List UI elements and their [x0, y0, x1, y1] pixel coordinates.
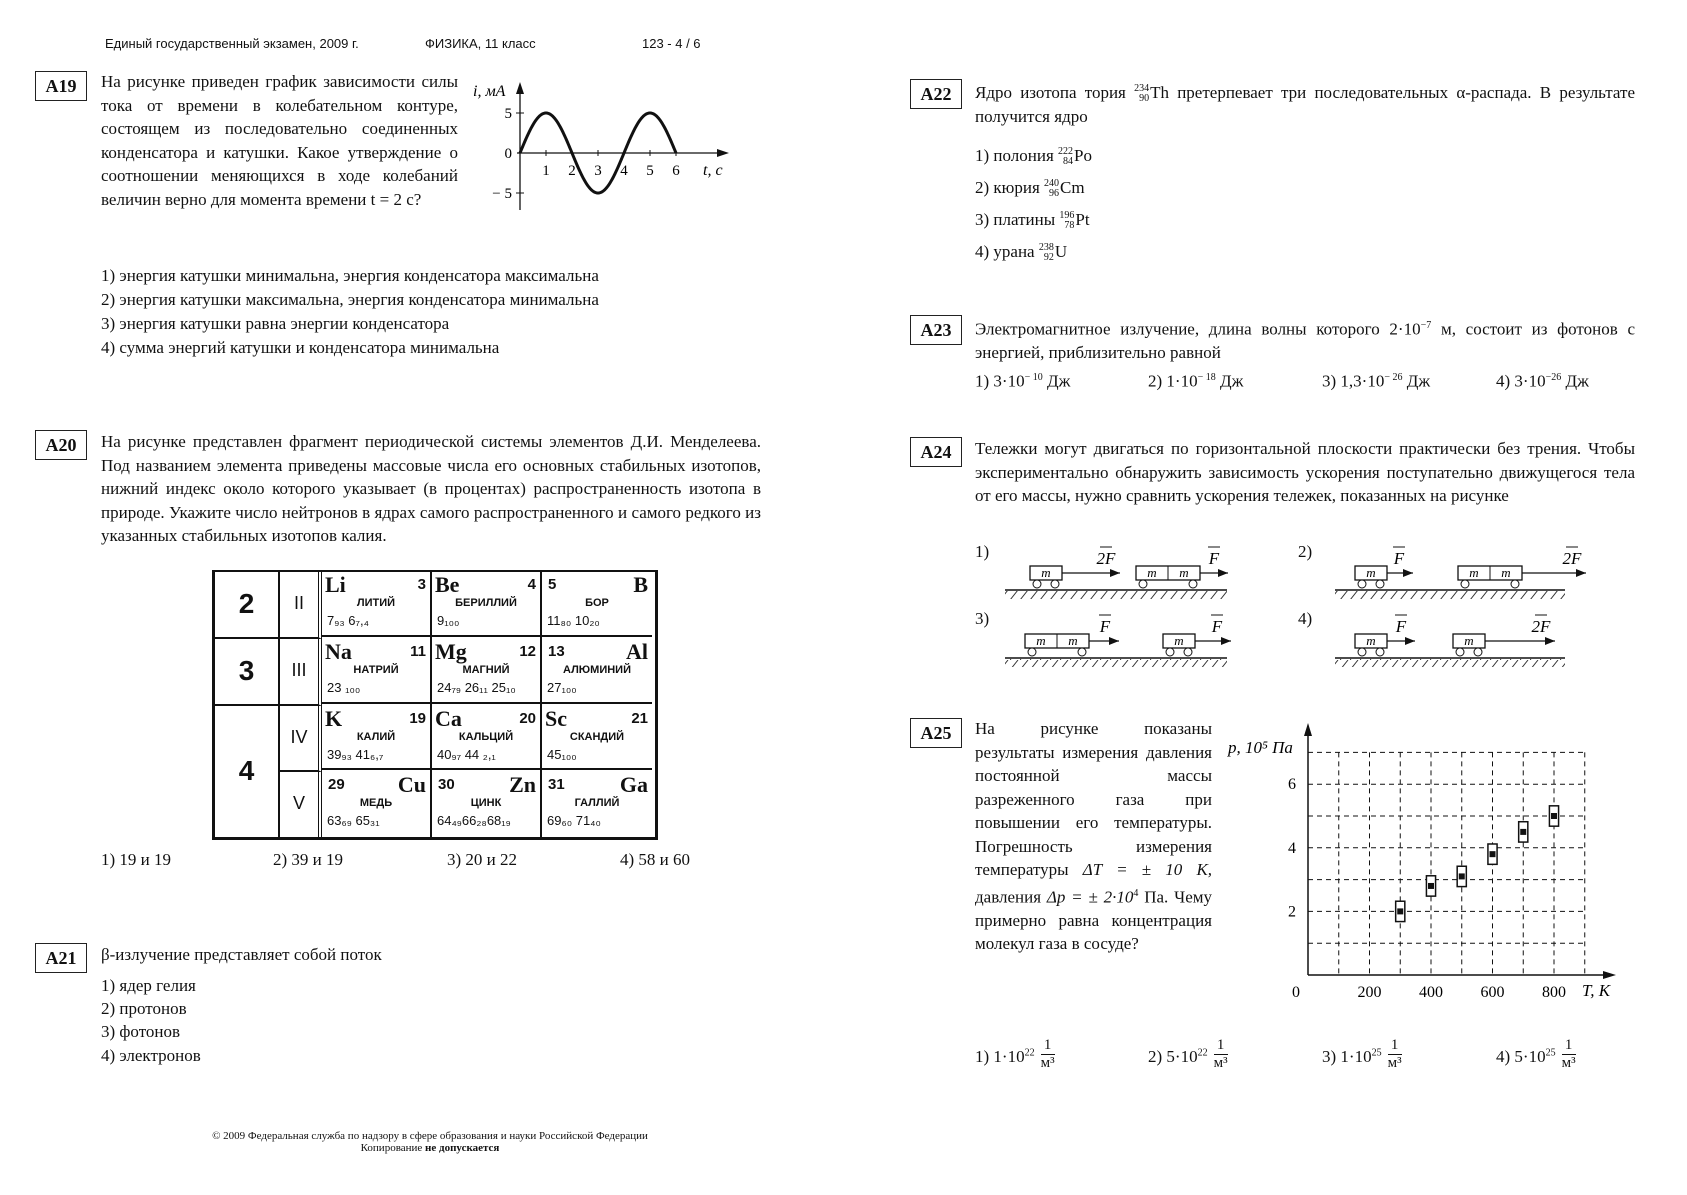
cart-mass: m [1366, 565, 1376, 580]
x-tick-label: 200 [1357, 984, 1382, 1001]
a23-option-4[interactable]: 4) $3\cdot 10^{-26}$ Дж [1496, 371, 1589, 391]
carts-figure [990, 540, 1650, 680]
element-isotopes: 39₉₃ 41₆,₇ [327, 747, 384, 762]
a25-delta-t: ΔT = ± 10 К, [1082, 860, 1213, 879]
option-text: 1) полония [975, 146, 1059, 165]
element-number: 20 [519, 710, 536, 727]
element-symbol: Be [435, 572, 460, 597]
cart-wheel [1456, 648, 1464, 656]
a22-option-1[interactable] [975, 144, 1092, 168]
element-symbol: Mg [435, 639, 467, 664]
footer-line-2: Копирование [360, 1142, 426, 1154]
element-isotopes: 64₄₉66₂₈68₁₉ [437, 813, 511, 828]
cart-mass: m [1469, 565, 1479, 580]
element-cell [432, 704, 542, 770]
element-isotopes: 69₆₀ 71₄₀ [547, 813, 601, 828]
x-tick-label: 2 [568, 163, 576, 179]
a23-text-b: м, состоит из фотонов с энергией, приблизительно равной [975, 319, 1636, 363]
force-label: 2F [1562, 549, 1582, 568]
a20-option-1[interactable]: 1) 19 и 19 [101, 850, 172, 869]
element-name: ЛИТИЙ [356, 597, 396, 609]
exam-title: Единый государственный экзамен, 2009 г. [105, 36, 359, 51]
element-name: ГАЛЛИЙ [574, 797, 620, 809]
x-tick-label: 5 [646, 163, 654, 179]
element-isotopes: 11₈₀ 10₂₀ [547, 613, 600, 628]
cart-wheel [1139, 580, 1147, 588]
cart-wheel [1461, 580, 1469, 588]
cart-wheel [1358, 648, 1366, 656]
question-label-a19: A19 [35, 71, 87, 101]
data-point [1490, 851, 1496, 857]
element-number: 5 [548, 576, 557, 593]
a22-text-after: претерпевает три последовательных α-распада. В результате получится ядро [975, 83, 1635, 126]
isotope-index: 240 96 [1044, 178, 1060, 200]
a20-option-4[interactable]: 4) 58 и 60 [620, 850, 691, 869]
a23-option-3[interactable]: 3) $1,3\cdot 10^{- 26}$ Дж [1322, 371, 1431, 391]
subject: ФИЗИКА, 11 класс [425, 36, 536, 51]
a19-option-2[interactable]: 2) энергия катушки максимальна, энергия конденсатора минимальна [101, 290, 599, 309]
cart-wheel [1511, 580, 1519, 588]
thorium-symbol: Th [1150, 83, 1169, 102]
element-name: БОР [585, 597, 609, 609]
element-symbol: Ga [619, 772, 648, 797]
force-arrowhead [1545, 637, 1555, 645]
a22-text [975, 81, 1635, 128]
force-label: F [1211, 617, 1223, 636]
footer-line-1: © 2009 Федеральная служба по надзору в сфере образования и науки Российской Федерации [212, 1130, 648, 1142]
thorium-charge: 90 [1139, 93, 1150, 105]
element-number: 31 [548, 776, 565, 793]
force-arrowhead [1576, 569, 1586, 577]
a22-option-2[interactable] [975, 176, 1085, 200]
cart-mass: m [1068, 633, 1078, 648]
period-4: 4 [215, 704, 280, 837]
cart-wheel [1376, 648, 1384, 656]
element-symbol: Na [325, 639, 352, 664]
y-tick-label: 5 [504, 106, 512, 122]
row-V: V [280, 770, 322, 837]
a21-option-4[interactable]: 4) электронов [101, 1046, 201, 1065]
ground-hatch [1335, 591, 1565, 599]
element-number: 30 [438, 776, 455, 793]
a25-option-4[interactable]: 4) $5\cdot 10^{25}$ $\frac{1}{\text{м³}}$ [1496, 1037, 1576, 1071]
page-code: 123 - 4 / 6 [642, 36, 701, 51]
force-arrowhead [1218, 569, 1228, 577]
option-text: 3) платины [975, 210, 1060, 229]
element-cell [542, 770, 652, 837]
element-cell [322, 704, 432, 770]
element-symbol: Pt [1075, 210, 1090, 229]
a19-option-3[interactable]: 3) энергия катушки равна энергии конденсатора [101, 314, 450, 333]
force-arrowhead [1221, 637, 1231, 645]
chart-y-label: i, мА [473, 83, 506, 100]
fraction: $\frac{1}{\text{м³}}$ [1387, 1037, 1402, 1071]
element-isotopes: 7₉₃ 6₇,₄ [327, 613, 369, 628]
a22-text-before: Ядро изотопа тория [975, 83, 1135, 102]
force-label: F [1208, 549, 1220, 568]
cart-mass: m [1147, 565, 1157, 580]
cart-wheel [1028, 648, 1036, 656]
cart-wheel [1189, 580, 1197, 588]
element-cell [542, 704, 652, 770]
row-II: II [280, 570, 322, 639]
period-3: 3 [215, 637, 280, 706]
element-isotopes: 23 ₁₀₀ [327, 680, 361, 695]
y-tick-label: 0 [504, 146, 512, 162]
element-symbol: K [325, 706, 343, 731]
cart-wheel [1166, 648, 1174, 656]
x-tick-label: 0 [1292, 984, 1300, 1001]
a25-text [975, 717, 1212, 956]
question-label-a24: A24 [910, 437, 962, 467]
force-arrowhead [1405, 637, 1415, 645]
element-symbol: Ca [435, 706, 462, 731]
cart-mass: m [1366, 633, 1376, 648]
footer-line-2-bold: не допускается [425, 1142, 500, 1154]
a24-option-4[interactable]: 4) [1298, 609, 1313, 628]
element-isotopes: 45₁₀₀ [547, 747, 577, 762]
element-symbol: B [633, 572, 648, 597]
a25-text-1: На рисунке показаны результаты измерения давления постоянной массы разреженного газа при повышении его температуры. Погрешность измерения температуры [975, 719, 1212, 879]
ground-hatch [1335, 659, 1565, 667]
x-tick-label: 4 [620, 163, 628, 179]
force-label: F [1395, 617, 1407, 636]
y-tick-label: 4 [1288, 839, 1296, 857]
question-label-a25: A25 [910, 718, 962, 748]
element-cell [322, 637, 432, 704]
element-symbol: Al [626, 639, 648, 664]
ground-hatch [1005, 591, 1227, 599]
force-label: F [1099, 617, 1111, 636]
chart-x-label: t, с [703, 162, 723, 179]
a25-text-2: давления [975, 887, 1047, 907]
force-arrowhead [1110, 569, 1120, 577]
element-name: НАТРИЙ [353, 664, 399, 676]
element-number: 3 [417, 576, 426, 593]
a21-text: β-излучение представляет собой поток [101, 945, 382, 964]
a22-option-3[interactable] [975, 208, 1090, 232]
cart-wheel [1033, 580, 1041, 588]
row-IV: IV [280, 704, 322, 772]
element-name: МАГНИЙ [462, 664, 510, 676]
x-tick-label: 1 [542, 163, 550, 179]
a21-option-2[interactable]: 2) протонов [101, 999, 187, 1018]
element-number: 11 [410, 643, 426, 660]
x-tick-label: 800 [1542, 984, 1566, 1001]
cart-mass: m [1174, 633, 1184, 648]
cart-wheel [1184, 648, 1192, 656]
a22-option-4[interactable] [975, 240, 1067, 264]
a25-delta-p-unit: Па. [1138, 887, 1169, 907]
element-symbol: U [1054, 242, 1068, 261]
row-III: III [280, 637, 322, 706]
period-2: 2 [215, 570, 280, 639]
element-number: 4 [527, 576, 536, 593]
element-cell [542, 570, 652, 637]
element-number: 19 [409, 710, 426, 727]
cart-wheel [1051, 580, 1059, 588]
element-number: 21 [631, 710, 648, 727]
option-text: 2) кюрия [975, 178, 1045, 197]
force-arrowhead [1109, 637, 1119, 645]
element-name: АЛЮМИНИЙ [563, 664, 631, 676]
cart-mass: m [1501, 565, 1511, 580]
element-number: 29 [328, 776, 345, 793]
x-tick-label: 400 [1419, 984, 1443, 1001]
element-symbol: Sc [545, 706, 567, 731]
cart-mass: m [1041, 565, 1051, 580]
cart-wheel [1078, 648, 1086, 656]
element-cell [432, 637, 542, 704]
a23-text [975, 314, 1635, 365]
element-symbol: Po [1074, 146, 1093, 165]
pressure-temperature-chart [1220, 720, 1640, 1010]
cart-wheel [1474, 648, 1482, 656]
element-symbol: Cm [1060, 178, 1085, 197]
periodic-table [212, 570, 658, 840]
element-cell [432, 570, 542, 637]
element-name: МЕДЬ [359, 797, 393, 809]
x-tick-label: 6 [672, 163, 680, 179]
question-label-a20: A20 [35, 430, 87, 460]
force-arrowhead [1403, 569, 1413, 577]
y-tick-label: − 5 [492, 186, 512, 202]
isotope-index: 238 92 [1038, 242, 1054, 264]
thorium-isotope-index [1134, 84, 1149, 104]
a20-option-2[interactable]: 2) 39 и 19 [273, 850, 344, 869]
option-text: 4) урана [975, 242, 1039, 261]
a21-option-3[interactable]: 3) фотонов [101, 1022, 181, 1041]
element-cell [322, 570, 432, 637]
a20-text: На рисунке представлен фрагмент периодической системы элементов Д.И. Менделеева. Под названием элемента приведены массовые числа его основных стабильных изотопов, нижний индекс около которого указывает (в процентах) распространенность изотопа в природе. Укажите число нейтронов в ядрах самого распространенного и самого редкого из указанных стабильных изотопов калия. [101, 432, 761, 545]
force-label: F [1393, 549, 1405, 568]
a24-option-3[interactable]: 3) [975, 609, 990, 628]
x-tick-label: 600 [1480, 984, 1505, 1001]
isotope-index: 196 78 [1059, 210, 1075, 232]
ground-hatch [1005, 659, 1227, 667]
element-cell [322, 770, 432, 837]
y-tick-label: 6 [1288, 776, 1296, 794]
data-point [1428, 883, 1434, 889]
cart-wheel [1376, 580, 1384, 588]
a23-option-1[interactable]: 1) $3\cdot 10^{- 10}$ Дж [975, 371, 1071, 391]
fraction: $\frac{1}{\text{м³}}$ [1040, 1037, 1055, 1071]
a25-option-1[interactable]: 1) $1\cdot 10^{22}$ $\frac{1}{\text{м³}}$ [975, 1037, 1055, 1071]
element-number: 13 [548, 643, 565, 660]
a24-option-1[interactable]: 1) [975, 542, 990, 561]
chart2-y-arrow [1304, 723, 1312, 736]
chart-y-arrow [516, 82, 524, 94]
question-label-a23: A23 [910, 315, 962, 345]
data-point [1520, 829, 1526, 835]
a20-option-3[interactable]: 3) 20 и 22 [447, 850, 518, 869]
data-point [1459, 873, 1465, 879]
x-tick-label: 3 [594, 163, 602, 179]
current-time-chart [465, 80, 735, 215]
chart2-x-arrow [1603, 971, 1616, 979]
element-isotopes: 27₁₀₀ [547, 680, 577, 695]
a24-option-2[interactable]: 2) [1298, 542, 1313, 561]
element-name: ЦИНК [470, 797, 502, 809]
a19-option-4[interactable]: 4) сумма энергий катушки и конденсатора минимальна [101, 338, 500, 357]
element-name: КАЛИЙ [356, 731, 396, 743]
element-number: 12 [519, 643, 536, 660]
force-label: 2F [1096, 549, 1116, 568]
element-symbol: Cu [397, 772, 426, 797]
a21-option-1[interactable]: 1) ядер гелия [101, 976, 196, 995]
element-name: СКАНДИЙ [569, 731, 625, 743]
cart-mass: m [1036, 633, 1046, 648]
element-isotopes: 40₉₇ 44 ₂,₁ [437, 747, 496, 762]
chart-x-arrow [717, 149, 729, 157]
question-label-a22: A22 [910, 79, 962, 109]
element-symbol: Zn [509, 772, 536, 797]
element-isotopes: 63₆₉ 65₃₁ [327, 813, 380, 828]
a25-text-3: Чему примерно равна концентрация молекул газа в сосуде? [975, 887, 1213, 954]
element-isotopes: 24₇₉ 26₁₁ 25₁₀ [437, 680, 516, 695]
chart2-y-label: p, 10⁵ Па [1228, 738, 1293, 757]
a25-delta-p: Δp = ± 2·10 [1046, 887, 1134, 907]
cart-mass: m [1179, 565, 1189, 580]
element-name: БЕРИЛЛИЙ [455, 597, 517, 609]
element-name: КАЛЬЦИЙ [458, 731, 514, 743]
a25-delta-p-exp: 4 [1133, 887, 1139, 899]
a23-exponent: −7 [1420, 320, 1432, 331]
cart-wheel [1358, 580, 1366, 588]
isotope-index: 222 84 [1058, 146, 1074, 168]
element-cell [542, 637, 652, 704]
question-label-a21: A21 [35, 943, 87, 973]
a25-option-2[interactable]: 2) $5\cdot 10^{22}$ $\frac{1}{\text{м³}}$ [1148, 1037, 1228, 1071]
a19-option-1[interactable]: 1) энергия катушки минимальна, энергия конденсатора максимальна [101, 266, 599, 285]
a25-option-3[interactable]: 3) $1\cdot 10^{25}$ $\frac{1}{\text{м³}}$ [1322, 1037, 1402, 1071]
data-point [1551, 813, 1557, 819]
element-symbol: Li [325, 572, 346, 597]
element-cell [432, 770, 542, 837]
fraction: $\frac{1}{\text{м³}}$ [1561, 1037, 1576, 1071]
thorium-mass: 234 [1134, 83, 1150, 95]
a23-option-2[interactable]: 2) $1\cdot 10^{- 18}$ Дж [1148, 371, 1244, 391]
footer [160, 1130, 700, 1154]
data-point [1397, 908, 1403, 914]
chart2-x-label: T, К [1582, 981, 1610, 1000]
a19-text: На рисунке приведен график зависимости силы тока от времени в колебательном контуре, состоящем из последовательно соединенных конденсатора и катушки. Какое утверждение о соотношении меняющихся в ходе колебаний величин верно для момента времени t = 2 с? [101, 72, 458, 209]
element-isotopes: 9₁₀₀ [437, 613, 460, 628]
a24-text: Тележки могут двигаться по горизонтальной плоскости практически без трения. Чтобы экспериментально обнаружить зависимость ускорения поступательно движущегося тела от его массы, нужно сравнить ускорения тележек, показанных на рисунке [975, 439, 1635, 505]
fraction: $\frac{1}{\text{м³}}$ [1213, 1037, 1228, 1071]
force-label: 2F [1531, 617, 1551, 636]
cart-mass: m [1464, 633, 1474, 648]
a23-text-a: Электромагнитное излучение, длина волны которого 2·10 [975, 319, 1421, 339]
y-tick-label: 2 [1288, 903, 1296, 921]
